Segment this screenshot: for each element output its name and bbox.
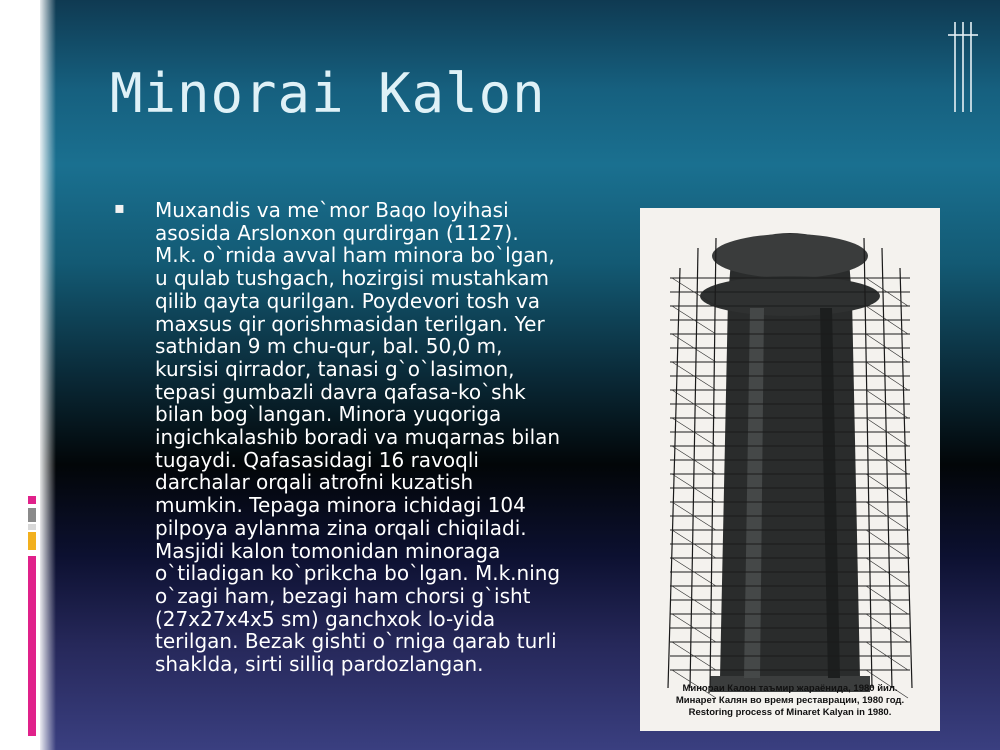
caption-line-english: Restoring process of Minaret Kalyan in 1980.	[688, 707, 892, 718]
caption-line-russian: Минарет Калян во время реставрации, 1980 год.	[675, 695, 905, 706]
bullet-marker: ▪	[114, 198, 125, 217]
left-strip-shadow	[40, 0, 56, 750]
decorative-lines	[948, 22, 978, 112]
accent-bar-pink-top	[28, 496, 36, 504]
photo-caption	[650, 683, 930, 719]
accent-bar-gray	[28, 508, 36, 522]
slide-title: Minorai Kalon	[110, 62, 546, 125]
accent-bar-pink-long	[28, 556, 36, 736]
accent-bar-white	[28, 524, 36, 530]
minaret-scaffold-illustration	[640, 208, 940, 731]
minaret-photo	[640, 208, 940, 731]
caption-line-uzbek: Минораи Калон таъмир жараёнида, 1980 йил.	[682, 683, 898, 694]
accent-bar-yellow	[28, 532, 36, 550]
slide-body-text: Muxandis va me`mor Baqo loyihasi asosida Arslonxon qurdirgan (1127). M.k. o`rnida avval ham minora bo`lgan, u qulab tushgach, hozirgisi mustahkam qilib qayta qurilgan. Poydevori tosh va maxsus qir qorishmasidan terilgan. Yer sathidan 9 m chu-qur, bal. 50,0 m, kursisi qirrador, tanasi g`o`lasimon, tepasi gumbazli davra qafasa-ko`shk bilan bog`langan. Minora yuqoriga ingichkalashib boradi va muqarnas bilan tugaydi. Qafasasidagi 16 ravoqli darchalar orqali atrofni kuzatish mumkin. Tepaga minora ichidagi 104 pilpoya aylanma zina orqali chiqiladi. Masjidi kalon tomonidan minoraga o`tiladigan ko`prikcha bo`lgan. M.k.ning o`zagi ham, bezagi ham chorsi g`isht (27x27x4x5 sm) ganchxok lo-yida terilgan. Bezak gishti o`rniga qarab turli shaklda, sirti silliq pardozlangan.	[155, 198, 561, 677]
